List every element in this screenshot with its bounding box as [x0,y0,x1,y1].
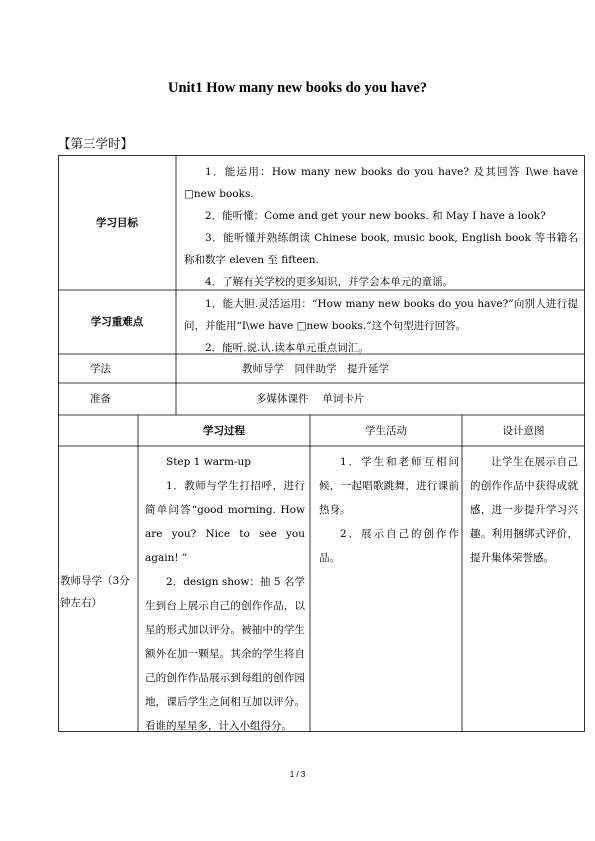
key-point-item: 2．能听.说.认.读本单元重点词汇。 [205,342,369,354]
design-intent-header: 设计意图 [502,425,545,437]
period-label: 【第三学时】 [58,136,134,151]
prep-value: 多媒体课件 单词卡片 [256,393,365,405]
student-activity-header: 学生活动 [365,425,407,437]
key-points-content [184,293,578,359]
objective-item: 1．能运用：How many new books do you have? 及其回答 I\we have □new books. [184,166,578,200]
page-number: 1 / 3 [289,770,306,779]
process-content [145,450,305,738]
objective-item: 3．能听懂并熟练朗读 Chinese book, music book, English book 等书籍名称和数字 eleven 至 fifteen. [184,232,578,266]
student-activity-paragraph: 2．展示自己的创作作品。 [319,528,459,564]
objective-item: 4．了解有关学校的更多知识，并学会本单元的童谣。 [205,276,454,288]
objectives-label: 学习目标 [96,217,138,229]
objective-item: 2．能听懂：Come and get your new books. 和 May I have a look? [205,210,546,222]
design-intent-content [470,450,578,570]
prep-label: 准备 [90,393,111,405]
document-title: Unit1 How many new books do you have? [167,80,428,96]
key-point-item: 1．能大胆.灵活运用：“How many new books do you have?”向别人进行提问，并能用“I\we have □new books.”这个句型进行回答。 [184,298,578,332]
key-points-label: 学习重难点 [90,316,144,328]
teacher-guide-label: 教师导学（3分钟左右） [60,575,130,609]
process-header: 学习过程 [203,425,245,437]
method-value: 教师导学 同伴助学 提升延学 [242,363,389,375]
process-paragraph: 2．design show：抽 5 名学生到台上展示自己的创作作品，以星的形式加以评分。被抽中的学生额外在加一颗星。其余的学生将自己的创作作品展示到每组的创作园地，课后学生之间相互加以评分。看谁的星星多，计入小组得分。 [145,576,305,732]
student-activity-content [319,450,459,570]
design-intent-paragraph: 让学生在展示自己的创作作品中获得成就感，进一步提升学习兴趣。利用捆绑式评价，提升集体荣誉感。 [470,456,578,564]
process-step-title: Step 1 warm-up [166,456,251,468]
student-activity-paragraph: 1．学生和老师互相问候，一起唱歌跳舞，进行课前热身。 [319,456,459,516]
method-label: 学法 [90,363,111,375]
lesson-plan-table [58,155,585,732]
process-paragraph: 1．教师与学生打招呼，进行简单问答“good morning. How are you? Nice to see you again! ” [145,480,305,564]
objectives-content [184,161,578,293]
